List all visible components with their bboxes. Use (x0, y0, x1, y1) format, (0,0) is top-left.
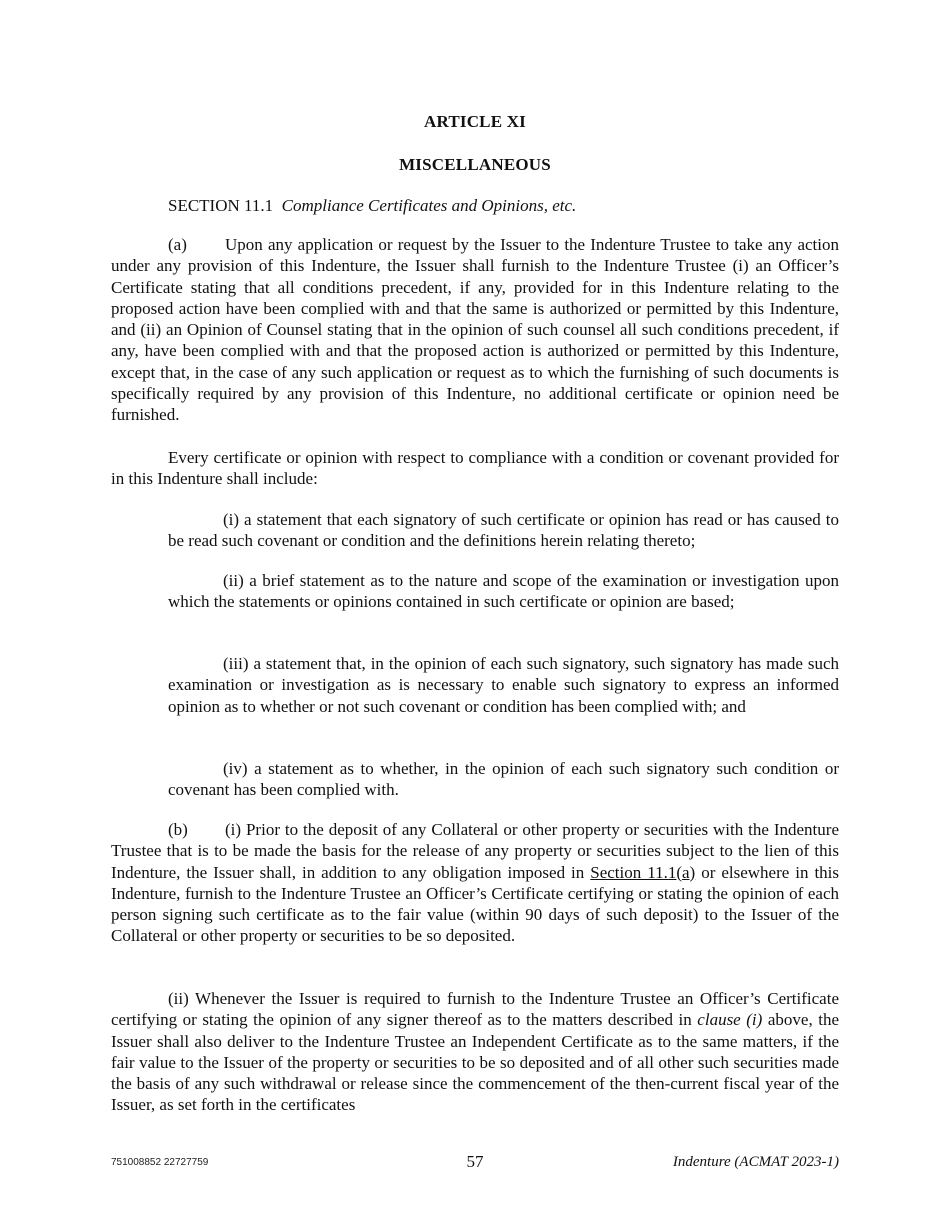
list-item-iii: (iii) a statement that, in the opinion of each such signatory, such signatory has made such examination or investigation as is necessary to enable such signatory to express an informed opinion as to whether or not such covenant or condition has been complied with; and (168, 654, 839, 716)
paragraph-a (111, 234, 839, 426)
paragraph-a-label: (a) (168, 235, 187, 254)
paragraph-b-text-start: (i) Prior to the deposit of any Collateral or other property or securities with the Indenture Trustee that is to be made the basis for the release of any property or securities subject to the lien of this Indenture, the Issuer shall, in addition to any obligation imposed in (111, 820, 839, 882)
paragraph-a-text: Upon any application or request by the Issuer to the Indenture Trustee to take any action under any provision of this Indenture, the Issuer shall furnish to the Indenture Trustee (i) an Officer’s Certificate stating that all conditions precedent, if any, provided for in this Indenture relating to the proposed action have been complied with and that the same is authorized or permitted by this Indenture, and (ii) an Opinion of Counsel stating that in the opinion of such counsel all such conditions precedent, if any, have been complied with and that the proposed action is authorized or permitted by this Indenture, except that, in the case of any such application or request as to which the furnishing of such documents is specifically required by any provision of this Indenture, no additional certificate or opinion need be furnished. (111, 235, 839, 425)
section-heading (168, 196, 576, 216)
section-number: SECTION 11.1 (168, 196, 274, 215)
footer-document-title: Indenture (ACMAT 2023-1) (672, 1154, 839, 1170)
paragraph-b-ii-text-start: (ii) Whenever the Issuer is required to furnish to the Indenture Trustee an Officer’s Certificate certifying or stating the opinion of any signer thereof as to the matters described in (111, 989, 839, 1030)
clause-reference: clause (i) (697, 1010, 763, 1030)
paragraph-b-ii (111, 988, 839, 1116)
list-item-i: (i) a statement that each signatory of such certificate or opinion has read or has caused to be read such covenant or condition and the definitions herein relating thereto; (168, 510, 839, 551)
footer-page-number: 57 (466, 1152, 484, 1171)
paragraph-b-text-end: or elsewhere in this Indenture, furnish to the Indenture Trustee an Officer’s Certificate certifying or stating the opinion of each person signing such certificate as to the fair value (within 90 days of such deposit) to the Issuer of the Collateral or other property or securities to be so deposited. (111, 862, 840, 946)
footer-document-id: 751008852 22727759 (111, 1157, 209, 1168)
paragraph-b (111, 819, 839, 947)
article-heading: ARTICLE XI (423, 112, 526, 131)
paragraph-every-certificate: Every certificate or opinion with respect to compliance with a condition or covenant provided for in this Indenture shall include: (111, 448, 839, 489)
section-cross-reference-link[interactable]: Section 11.1(a) (590, 862, 696, 882)
section-title: Compliance Certificates and Opinions, etc. (281, 196, 577, 215)
paragraph-b-label: (b) (168, 820, 188, 839)
list-item-ii: (ii) a brief statement as to the nature and scope of the examination or investigation upon which the statements or opinions contained in such certificate or opinion are based; (168, 571, 839, 612)
paragraph-b-ii-text-end: above, the Issuer shall also deliver to the Indenture Trustee an Independent Certificate as to the same matters, if the fair value to the Issuer of the property or securities to be so deposited and of all other such securities made the basis of any such withdrawal or release since the commencement of the then-current fiscal year of the Issuer, as set forth in the certificates (111, 1010, 839, 1115)
article-title: MISCELLANEOUS (399, 155, 551, 174)
list-item-iv: (iv) a statement as to whether, in the opinion of each such signatory such condition or covenant has been complied with. (168, 759, 839, 800)
